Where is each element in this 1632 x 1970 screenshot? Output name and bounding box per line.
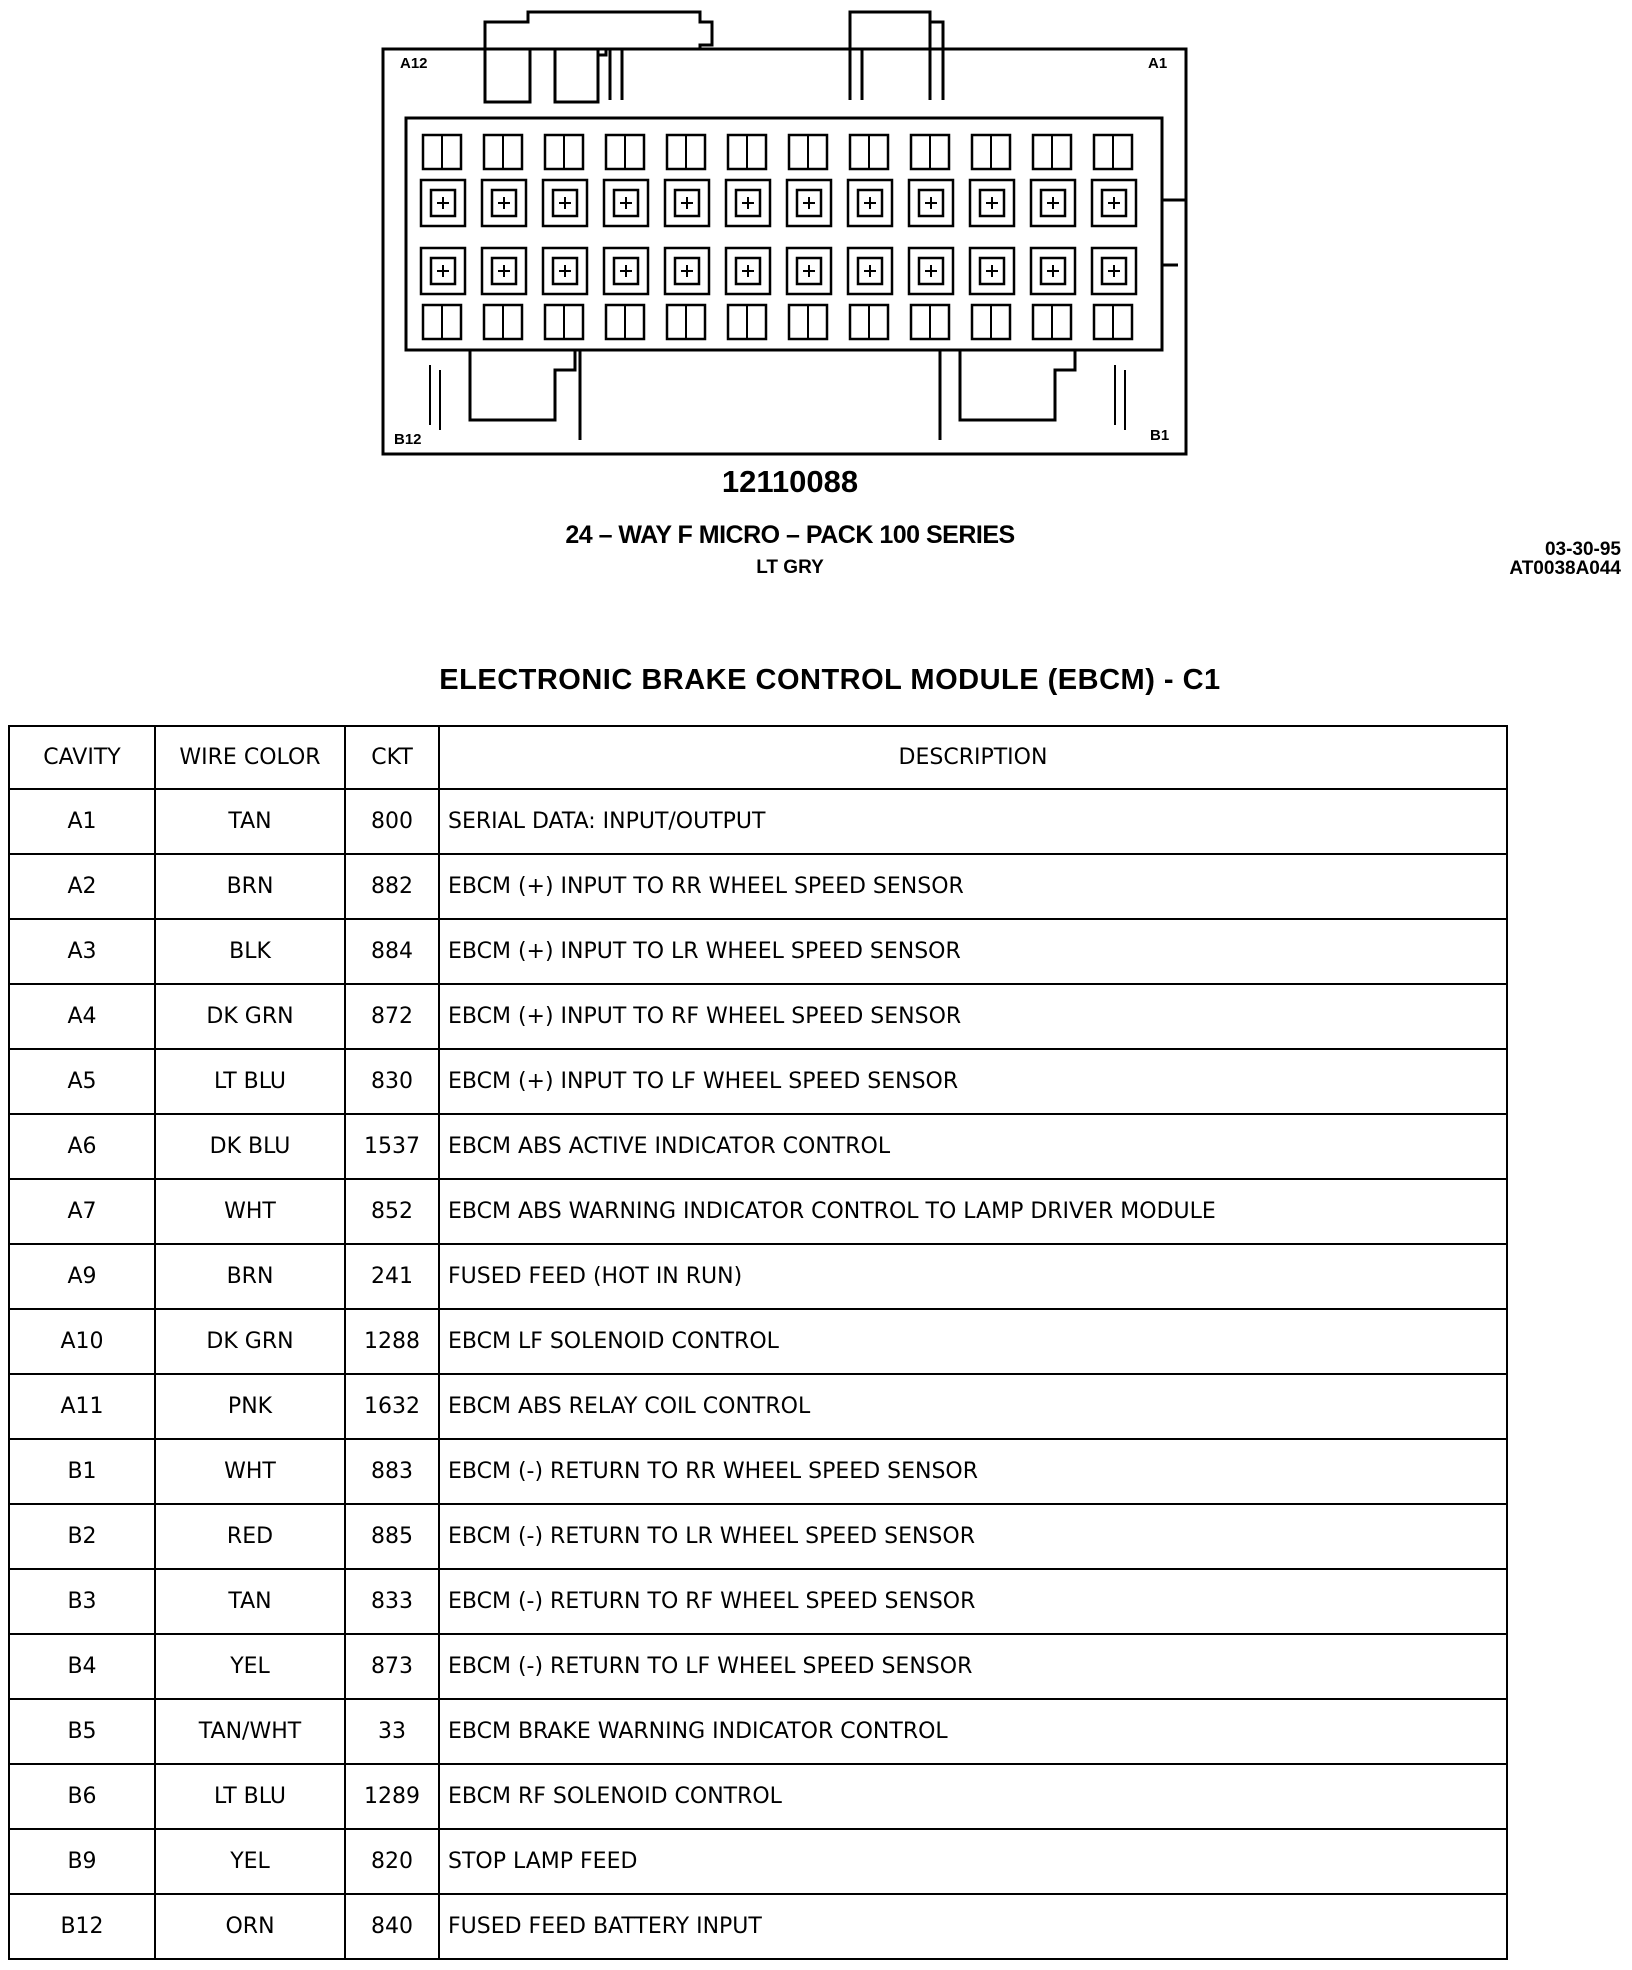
table-row [9, 854, 1507, 919]
cell-ckt: 241 [345, 1244, 439, 1309]
table-row [9, 1764, 1507, 1829]
terminal-plus-mark [925, 197, 937, 209]
terminal-plus-mark [620, 265, 632, 277]
table-row [9, 1569, 1507, 1634]
table-row [9, 984, 1507, 1049]
terminal-plus-mark [559, 197, 571, 209]
date-code-id: AT0038A044 [1509, 558, 1621, 579]
table-header-row [9, 726, 1507, 789]
cell-description: EBCM (-) RETURN TO LR WHEEL SPEED SENSOR [439, 1504, 1507, 1569]
cell-ckt: 830 [345, 1049, 439, 1114]
cell-wire-color: ORN [155, 1894, 345, 1959]
cell-cavity: A2 [9, 854, 155, 919]
terminal-plus-mark [437, 197, 449, 209]
terminal-plus-mark [498, 265, 510, 277]
connector-housing-outline [383, 49, 1186, 454]
terminal-plus-mark [1108, 265, 1120, 277]
table-title: ELECTRONIC BRAKE CONTROL MODULE (EBCM) - C1 [439, 664, 1221, 696]
pinout-table [8, 725, 1508, 1960]
cell-description: EBCM (+) INPUT TO LR WHEEL SPEED SENSOR [439, 919, 1507, 984]
cell-cavity: A4 [9, 984, 155, 1049]
header-description: DESCRIPTION [439, 726, 1507, 789]
cell-description: EBCM (+) INPUT TO RF WHEEL SPEED SENSOR [439, 984, 1507, 1049]
terminal-plus-mark [559, 265, 571, 277]
cell-cavity: A5 [9, 1049, 155, 1114]
header-ckt: CKT [345, 726, 439, 789]
cell-cavity: B9 [9, 1829, 155, 1894]
part-number: 12110088 [721, 464, 859, 499]
cell-wire-color: YEL [155, 1634, 345, 1699]
cell-cavity: B12 [9, 1894, 155, 1959]
cell-ckt: 882 [345, 854, 439, 919]
cell-cavity: B4 [9, 1634, 155, 1699]
date-code [1509, 540, 1621, 578]
cell-description: EBCM ABS WARNING INDICATOR CONTROL TO LAMP DRIVER MODULE [439, 1179, 1507, 1244]
cell-wire-color: YEL [155, 1829, 345, 1894]
cell-wire-color: TAN [155, 789, 345, 854]
cell-cavity: A6 [9, 1114, 155, 1179]
pin-label-bottom-right: B1 [1150, 427, 1170, 444]
cell-cavity: A1 [9, 789, 155, 854]
cell-ckt: 820 [345, 1829, 439, 1894]
cell-wire-color: DK GRN [155, 984, 345, 1049]
cell-ckt: 852 [345, 1179, 439, 1244]
terminal-plus-mark [1047, 265, 1059, 277]
cell-cavity: B6 [9, 1764, 155, 1829]
cell-ckt: 872 [345, 984, 439, 1049]
terminal-plus-mark [986, 197, 998, 209]
cell-description: FUSED FEED BATTERY INPUT [439, 1894, 1507, 1959]
cell-wire-color: LT BLU [155, 1049, 345, 1114]
cell-cavity: A9 [9, 1244, 155, 1309]
cell-cavity: B2 [9, 1504, 155, 1569]
cell-wire-color: WHT [155, 1179, 345, 1244]
table-row [9, 1309, 1507, 1374]
cell-wire-color: TAN/WHT [155, 1699, 345, 1764]
cell-wire-color: TAN [155, 1569, 345, 1634]
cell-wire-color: WHT [155, 1439, 345, 1504]
terminal-plus-mark [864, 197, 876, 209]
cell-ckt: 1632 [345, 1374, 439, 1439]
cell-ckt: 840 [345, 1894, 439, 1959]
cell-wire-color: PNK [155, 1374, 345, 1439]
connector-inner-body [406, 118, 1162, 350]
terminal-plus-mark [925, 265, 937, 277]
cell-wire-color: BRN [155, 854, 345, 919]
cell-cavity: B3 [9, 1569, 155, 1634]
table-row [9, 1894, 1507, 1959]
terminal-plus-mark [681, 197, 693, 209]
pin-label-bottom-left: B12 [394, 431, 422, 448]
table-row [9, 1049, 1507, 1114]
cell-description: STOP LAMP FEED [439, 1829, 1507, 1894]
header-wire-color: WIRE COLOR [155, 726, 345, 789]
cell-ckt: 883 [345, 1439, 439, 1504]
cell-wire-color: RED [155, 1504, 345, 1569]
table-row [9, 1829, 1507, 1894]
table-row [9, 789, 1507, 854]
terminal-plus-mark [742, 197, 754, 209]
header-cavity: CAVITY [9, 726, 155, 789]
cell-description: SERIAL DATA: INPUT/OUTPUT [439, 789, 1507, 854]
cell-description: EBCM LF SOLENOID CONTROL [439, 1309, 1507, 1374]
cell-ckt: 1537 [345, 1114, 439, 1179]
cell-wire-color: LT BLU [155, 1764, 345, 1829]
table-row [9, 1504, 1507, 1569]
terminal-plus-mark [437, 265, 449, 277]
cell-description: EBCM (-) RETURN TO LF WHEEL SPEED SENSOR [439, 1634, 1507, 1699]
cell-description: EBCM ABS ACTIVE INDICATOR CONTROL [439, 1114, 1507, 1179]
cell-description: FUSED FEED (HOT IN RUN) [439, 1244, 1507, 1309]
cell-wire-color: BLK [155, 919, 345, 984]
cell-ckt: 1289 [345, 1764, 439, 1829]
pin-label-top-right: A1 [1148, 55, 1168, 72]
cell-ckt: 1288 [345, 1309, 439, 1374]
cell-wire-color: DK BLU [155, 1114, 345, 1179]
cell-description: EBCM ABS RELAY COIL CONTROL [439, 1374, 1507, 1439]
cell-wire-color: BRN [155, 1244, 345, 1309]
cell-description: EBCM (+) INPUT TO LF WHEEL SPEED SENSOR [439, 1049, 1507, 1114]
cell-cavity: A10 [9, 1309, 155, 1374]
cell-cavity: A7 [9, 1179, 155, 1244]
terminal-plus-mark [742, 265, 754, 277]
terminal-plus-mark [620, 197, 632, 209]
cell-cavity: B1 [9, 1439, 155, 1504]
table-row [9, 1699, 1507, 1764]
cell-description: EBCM (+) INPUT TO RR WHEEL SPEED SENSOR [439, 854, 1507, 919]
cell-cavity: A3 [9, 919, 155, 984]
terminal-plus-mark [1108, 197, 1120, 209]
cell-description: EBCM (-) RETURN TO RR WHEEL SPEED SENSOR [439, 1439, 1507, 1504]
cell-ckt: 873 [345, 1634, 439, 1699]
table-row [9, 1244, 1507, 1309]
connector-color: LT GRY [756, 557, 824, 578]
table-row [9, 1374, 1507, 1439]
table-row [9, 919, 1507, 984]
terminal-plus-mark [498, 197, 510, 209]
cell-cavity: B5 [9, 1699, 155, 1764]
cell-description: EBCM RF SOLENOID CONTROL [439, 1764, 1507, 1829]
cell-description: EBCM BRAKE WARNING INDICATOR CONTROL [439, 1699, 1507, 1764]
terminal-plus-mark [803, 265, 815, 277]
terminal-plus-mark [681, 265, 693, 277]
pin-label-top-left: A12 [400, 55, 428, 72]
terminal-plus-mark [803, 197, 815, 209]
cell-ckt: 800 [345, 789, 439, 854]
terminal-plus-mark [864, 265, 876, 277]
date-code-date: 03-30-95 [1544, 539, 1621, 560]
cell-description: EBCM (-) RETURN TO RF WHEEL SPEED SENSOR [439, 1569, 1507, 1634]
cell-ckt: 885 [345, 1504, 439, 1569]
terminal-plus-mark [1047, 197, 1059, 209]
table-row [9, 1634, 1507, 1699]
terminal-plus-mark [986, 265, 998, 277]
cell-ckt: 884 [345, 919, 439, 984]
cell-ckt: 833 [345, 1569, 439, 1634]
cell-cavity: A11 [9, 1374, 155, 1439]
connector-description: 24 – WAY F MICRO – PACK 100 SERIES [565, 521, 1015, 549]
table-row [9, 1114, 1507, 1179]
cell-wire-color: DK GRN [155, 1309, 345, 1374]
terminal-cavities [421, 135, 1136, 339]
table-row [9, 1179, 1507, 1244]
table-row [9, 1439, 1507, 1504]
cell-ckt: 33 [345, 1699, 439, 1764]
